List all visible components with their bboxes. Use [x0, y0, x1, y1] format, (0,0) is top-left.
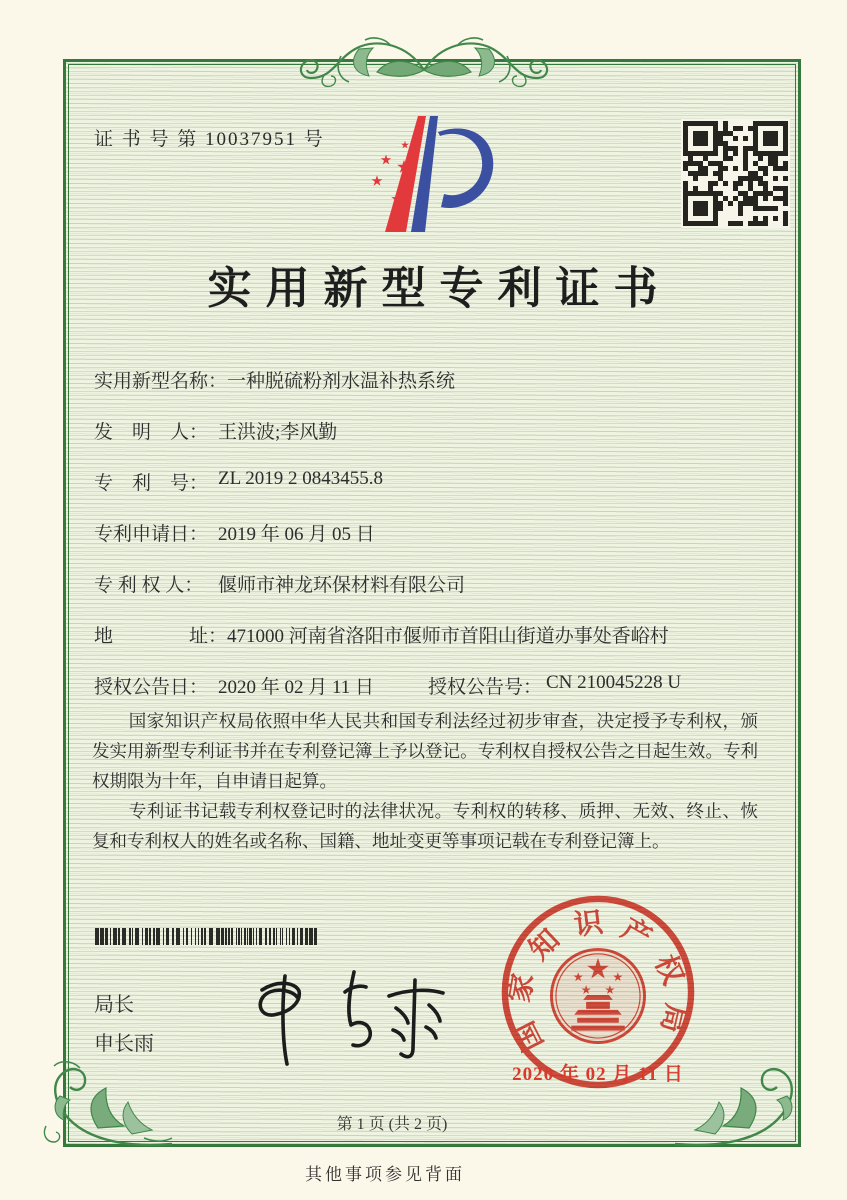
legal-paragraph-1: 国家知识产权局依照中华人民共和国专利法经过初步审查，决定授予专利权，颁发实用新型专利证书并在专利登记簿上予以登记。专利权自授权公告之日起生效。专利权期限为十年，自申请日起算。 — [92, 711, 758, 791]
field-value: ZL 2019 2 0843455.8 — [218, 468, 384, 489]
field-label: 专 利 权 人： — [94, 575, 204, 596]
field-label: 专 利 号： — [94, 473, 209, 494]
field-value: 偃师市神龙环保材料有限公司 — [218, 575, 466, 596]
field-label: 实用新型名称： — [94, 371, 228, 392]
logo-p-bowl — [438, 128, 493, 208]
field-label: 专利申请日： — [94, 524, 209, 545]
barcode — [95, 928, 319, 945]
signature — [233, 960, 447, 1068]
grant-date-label: 授权公告日： — [94, 677, 209, 698]
seal-date: 2020 年 02 月 11 日 — [512, 1064, 684, 1085]
grant-number-value: CN 210045228 U — [546, 672, 682, 693]
officer-name: 申长雨 — [94, 1033, 154, 1055]
officer-title: 局长 — [94, 994, 134, 1016]
svg-text:国: 国 — [508, 1015, 550, 1057]
field-row-inventors — [94, 417, 337, 444]
certificate-title: 实用新型专利证书 — [207, 264, 672, 313]
field-label: 地 址： — [94, 626, 228, 647]
field-row-utility-model-name — [94, 366, 455, 393]
field-row-address — [94, 621, 669, 648]
svg-text:产: 产 — [615, 912, 657, 955]
field-value: 471000 河南省洛阳市偃师市首阳山街道办事处香峪村 — [227, 626, 669, 647]
svg-text:识: 识 — [572, 906, 605, 942]
svg-text:局: 局 — [654, 1000, 693, 1036]
field-label: 发 明 人： — [94, 422, 209, 443]
svg-text:权: 权 — [648, 950, 690, 990]
cnipa-logo — [348, 110, 512, 238]
qr-code — [681, 119, 790, 228]
grant-date-value: 2020 年 02 月 11 日 — [218, 677, 375, 698]
svg-text:知: 知 — [523, 923, 567, 967]
svg-text:家: 家 — [503, 971, 540, 1005]
back-side-note: 其他事项参见背面 — [305, 1165, 465, 1184]
field-row-patent-number — [94, 468, 383, 495]
field-value: 2019 年 06 月 05 日 — [218, 524, 375, 545]
grant-number-group — [428, 672, 681, 699]
field-value: 一种脱硫粉剂水温补热系统 — [227, 371, 456, 392]
grant-number-label: 授权公告号： — [428, 677, 543, 698]
seal-national-emblem — [551, 949, 644, 1042]
field-row-filing-date — [94, 519, 375, 546]
field-row-grant — [94, 672, 760, 699]
page-number: 第 1 页 (共 2 页) — [336, 1116, 448, 1133]
certificate-number: 证 书 号 第 10037951 号 — [94, 129, 325, 150]
legal-text — [92, 706, 758, 856]
field-value: 王洪波;李风勤 — [218, 422, 338, 443]
field-row-patentee — [94, 570, 465, 597]
legal-paragraph-2: 专利证书记载专利权登记时的法律状况。专利权的转移、质押、无效、终止、恢复和专利权人的姓名或名称、国籍、地址变更等事项记载在专利登记簿上。 — [92, 801, 758, 851]
